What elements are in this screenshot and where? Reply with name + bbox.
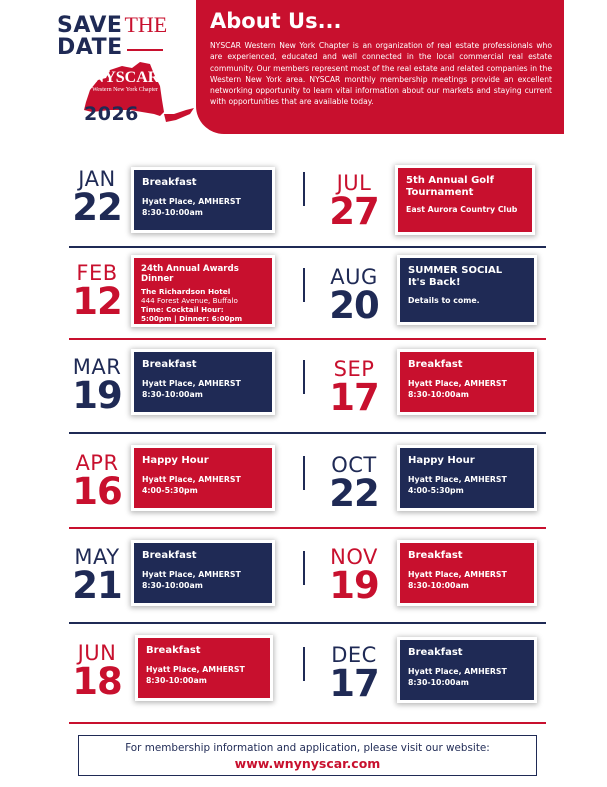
event-date: [66, 641, 128, 703]
event-time: 8:30-10:00am: [408, 678, 469, 687]
event-address: 444 Forest Avenue, Buffalo: [141, 296, 238, 305]
about-panel: [196, 0, 564, 134]
event-title: Breakfast: [408, 550, 463, 561]
column-divider: [303, 647, 305, 681]
event-day: 17: [329, 376, 379, 419]
event-card: [400, 448, 534, 508]
event-card: [400, 352, 534, 412]
event-location: Hyatt Place, AMHERST: [408, 667, 507, 676]
event-date: [66, 451, 128, 513]
event-date: [323, 357, 385, 419]
event-card: [134, 543, 272, 603]
event-title: Breakfast: [408, 647, 463, 658]
event-title: Breakfast: [142, 359, 197, 370]
event-month: OCT: [331, 453, 377, 477]
event-location: Hyatt Place, AMHERST: [146, 665, 245, 674]
event-day: 16: [72, 470, 122, 513]
event-date: [66, 545, 128, 607]
column-divider: [303, 360, 305, 394]
event-day: 12: [72, 280, 122, 323]
event-location: Details to come.: [408, 296, 480, 305]
event-location: The Richardson Hotel: [141, 287, 231, 296]
column-divider: [303, 268, 305, 302]
event-location: Hyatt Place, AMHERST: [142, 475, 241, 484]
event-card: [138, 638, 270, 698]
event-title: Happy Hour: [408, 455, 475, 466]
event-day: 19: [72, 374, 122, 417]
event-date: [66, 355, 128, 417]
row-divider: [69, 622, 546, 624]
event-title: Breakfast: [142, 177, 197, 188]
event-card: [134, 448, 272, 508]
event-card: [400, 640, 534, 700]
event-location: Hyatt Place, AMHERST: [142, 197, 241, 206]
event-month: JUL: [336, 171, 372, 195]
event-card: [134, 170, 272, 230]
event-date: [323, 643, 385, 705]
event-location: Hyatt Place, AMHERST: [408, 379, 507, 388]
event-date: [323, 453, 385, 515]
event-location: Hyatt Place, AMHERST: [408, 570, 507, 579]
event-month: MAR: [72, 355, 122, 379]
event-time: 8:30-10:00am: [142, 390, 203, 399]
event-title: Happy Hour: [142, 455, 209, 466]
event-title: Breakfast: [408, 359, 463, 370]
event-title: Breakfast: [146, 645, 201, 656]
event-month: AUG: [330, 265, 378, 289]
event-month: SEP: [333, 357, 375, 381]
event-time: 8:30-10:00am: [146, 676, 207, 685]
event-time: 8:30-10:00am: [408, 581, 469, 590]
the-text: THE: [124, 12, 168, 37]
row-divider: [69, 527, 546, 529]
event-time: 4:00-5:30pm: [408, 486, 464, 495]
column-divider: [303, 172, 305, 206]
event-time: 8:30-10:00am: [142, 208, 203, 217]
event-month: NOV: [330, 545, 378, 569]
event-title: SUMMER SOCIAL It's Back!: [408, 265, 503, 288]
event-day: 22: [329, 472, 379, 515]
about-title: About Us...: [210, 9, 342, 33]
event-day: 19: [329, 564, 379, 607]
event-card: [134, 352, 272, 412]
membership-info-box: [78, 735, 537, 776]
event-month: JAN: [78, 167, 116, 191]
website-link[interactable]: www.wnynyscar.com: [234, 756, 381, 771]
date-text: DATE: [57, 35, 123, 60]
save-the-date-title: [57, 14, 177, 59]
event-day: 21: [72, 564, 122, 607]
row-divider: [69, 432, 546, 434]
event-month: JUN: [77, 641, 117, 665]
event-location: Hyatt Place, AMHERST: [408, 475, 507, 484]
header: [0, 0, 607, 140]
event-day: 18: [72, 660, 122, 703]
logo-subtitle: Western New York Chapter: [92, 87, 158, 93]
event-date: [66, 167, 128, 229]
event-day: 20: [329, 284, 379, 327]
event-title: 24th Annual Awards Dinner: [141, 264, 239, 284]
row-divider: [69, 722, 546, 724]
event-month: FEB: [76, 261, 118, 285]
event-location: East Aurora Country Club: [406, 205, 518, 214]
event-location: Hyatt Place, AMHERST: [142, 379, 241, 388]
event-card: [398, 168, 532, 232]
event-time-detail: 5:00pm | Dinner: 6:00pm: [141, 314, 243, 323]
event-date: [66, 261, 128, 323]
nyscar-logo: NYSCAR: [92, 69, 160, 86]
column-divider: [303, 551, 305, 585]
event-month: APR: [75, 451, 119, 475]
event-time: 8:30-10:00am: [142, 581, 203, 590]
event-time: 8:30-10:00am: [408, 390, 469, 399]
year: 2026: [84, 103, 139, 125]
save-text: SAVE: [57, 13, 123, 38]
about-body: NYSCAR Western New York Chapter is an organization of real estate professionals who are experienced, educated and well connected in the local commercial real estate community. Our members represent most of the real estate and related companies in the Western New York area. NYSCAR monthly membership meetings provide an excellent networking opportunity to learn vital information about our markets and staying current with opportunities that are available today.: [210, 41, 552, 107]
event-month: DEC: [331, 643, 377, 667]
event-day: 17: [329, 662, 379, 705]
membership-info-text: For membership information and application, please visit our website:: [125, 742, 490, 754]
event-card: [400, 258, 534, 322]
divider: [127, 49, 163, 51]
event-date: [323, 171, 385, 233]
event-location: Hyatt Place, AMHERST: [142, 570, 241, 579]
event-day: 27: [329, 190, 379, 233]
event-date: [323, 545, 385, 607]
event-title: 5th Annual Golf Tournament: [406, 175, 494, 198]
event-time: 4:00-5:30pm: [142, 486, 198, 495]
event-card: [400, 543, 534, 603]
event-date: [323, 265, 385, 327]
column-divider: [303, 456, 305, 490]
row-divider: [69, 338, 546, 340]
event-month: MAY: [74, 545, 120, 569]
event-title: Breakfast: [142, 550, 197, 561]
row-divider: [69, 246, 546, 248]
event-time: Time: Cocktail Hour:: [141, 305, 224, 314]
event-card: [134, 258, 272, 324]
event-day: 22: [72, 186, 122, 229]
